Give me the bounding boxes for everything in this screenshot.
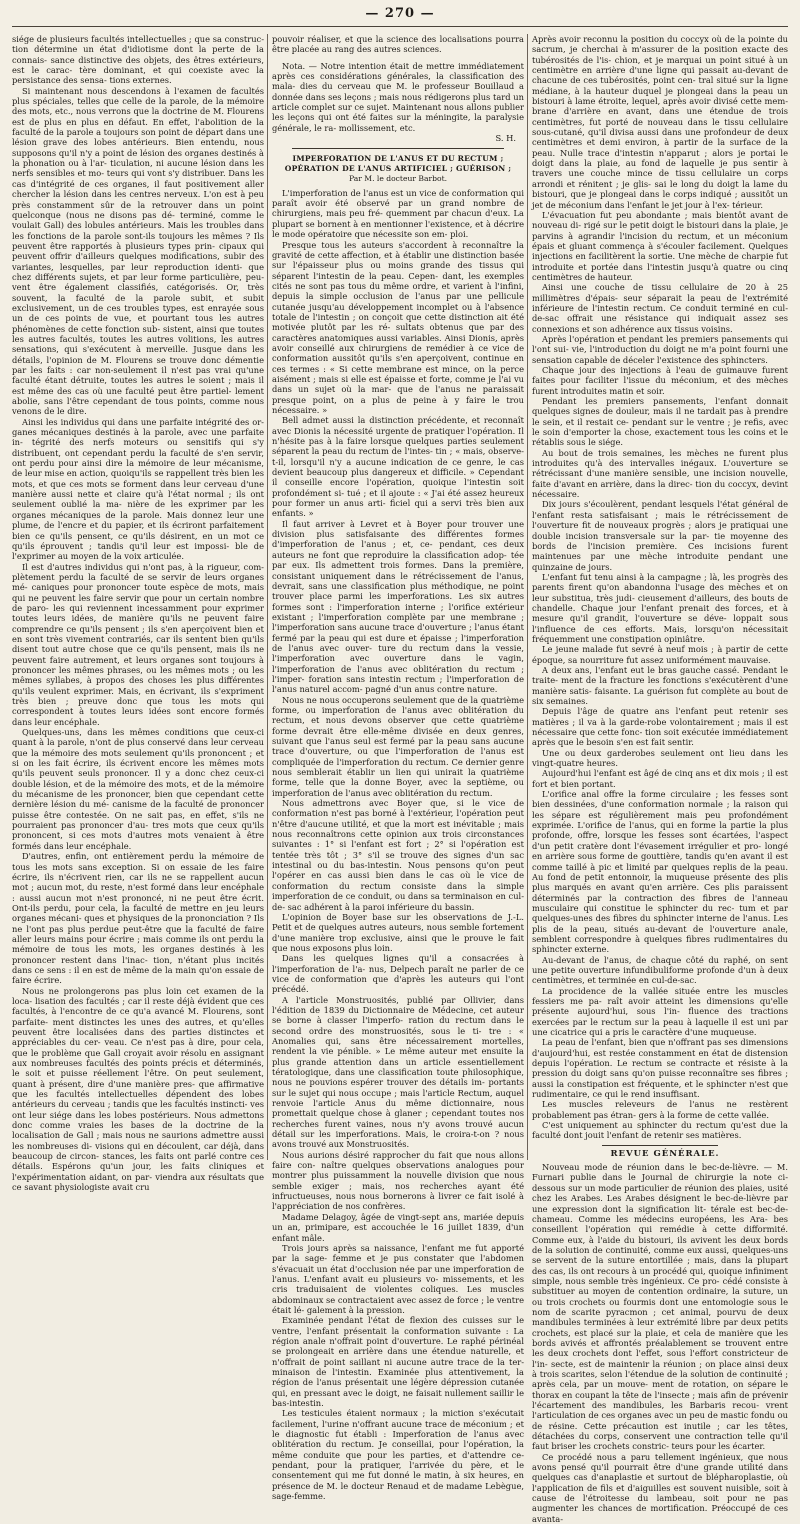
paragraph: L'enfant fut tenu ainsi à la campagne ; là, les progrès des parents firent qu'on abandonna l'usage des mèches et on leur substitua, très judi- cieusement d'ailleurs, des bouts de chandelle. Chaque jour l'enfant prenait des forces, et à mesure qu'il grandit, l'ouverture se déve- loppait sous l'influence de ces efforts. Mais, lorsqu'on nécessitait fréquemment une constipation opiniâtre. [532, 571, 788, 644]
signature: S. H. [495, 133, 516, 144]
paragraph: Depuis l'âge de quatre ans l'enfant peut retenir ses matières ; il va à la garde-robe volontairement ; mais il est nécessaire que cette fonc- tion soit exécutée immédiatement après que le besoin s'en est fait sentir. [532, 706, 788, 748]
paragraph: Nouveau mode de réunion dans le bec-de-lièvre. — M. Furnari publie dans le Journal de chirurgie la note ci-dessous sur un mode particulier de réunion des plaies, usité chez les Arabes. Les Arabes désignent le bec-de-lièvre par une expression dont la signification lit- térale est bec-de-chameau. Comme les médecins européens, les Ara- bes conseillent l'opération qui remédie à cette difformité. Comme eux, à l'aide du bistouri, ils avivent les deux bords de la solution de continuité, comme eux aussi, quelques-uns se servent de la suture entortillée ; mais, dans la plupart des cas, ils ont recours à un procédé qui, quoique infiniment simple, nous semble très ingénieux. Ce pro- cédé consiste à substituer au moyen de contention ordinaire, la suture, un ou trois crochets ou fourmis dont une entomologie sous le nom de scarite pyracmon ; cet animal, pourvu de deux mandibules terminées à leur extrémité libre par deux petits crochets, est placé sur la plaie, et cela de manière que les bords avivés et affrontés préalablement se trouvent entre les deux crochets dont l'effet, sous l'effort constricteur de l'in- secte, est de maintenir la réunion ; on place ainsi deux à trois scarites, selon l'étendue de la solution de continuité ; après cela, par un mouve- ment de rotation, on sépare le thorax en coupant la tête de l'insecte ; mais afin de prévenir l'écartement des mandibules, les Barbaris recou- vrent l'articulation de ces organes avec un peu de mastic fondu ou de résine. Cette précaution est inutile ; car les têtes, détachées du corps, conservent une contraction telle qu'il faut briser les crochets constric- teurs pour les écarter. [532, 1162, 788, 1452]
page-number: — 270 — [365, 6, 435, 21]
paragraph: Après l'opération et pendant les premiers pansements qui l'ont sui- vie, l'introduction du doigt ne m'a point fourni une sensation capable de déceler l'existence des sphincters. [532, 333, 788, 365]
paragraph: Ce procédé nous a paru tellement ingénieux, que nous avons pensé qu'il pourrait être d'une grande utilité dans quelques cas d'anaplastie et surtout de blépharoplastie, où l'application de fils et d'aiguilles est souvent nuisible, soit à cause de l'étroitesse du lambeau, soit pour ne pas augmenter les chances de mortification. Préoccupé de ces avanta- [532, 1451, 788, 1524]
nota-paragraph: Nota. — Notre intention était de mettre immédiatement après ces considérations générales, la classification des mala- dies du cerveau que M. le professeur Bouillaud a donnée dans ses leçons ; mais nous rédigerons plus tard un article complet sur ce sujet. Maintenant nous allons publier les leçons qui ont été faites sur la méningite, la paralysie générale, le ra- mollissement, etc. [272, 60, 524, 133]
paragraph: L'imperforation de l'anus est un vice de conformation qui paraît avoir été observé par un grand nombre de chirurgiens, mais peu fré- quemment par chacun d'eux. La plupart se bornent à en mentionner l'existence, et à décrire le mode opératoire que nécessite son em- ploi. [272, 187, 524, 240]
paragraph: Dans les quelques lignes qu'il a consacrées à l'imperforation de l'a- nus, Delpech paraît ne parler de ce vice de conformation que d'après les auteurs qui l'ont précédé. [272, 953, 524, 995]
paragraph: Le jeune malade fut sevré à neuf mois ; à partir de cette époque, sa nourriture fut assez uniformément mauvaise. [532, 644, 788, 665]
paragraph: L'évacuation fut peu abondante ; mais bientôt avant de nouveau di- rigé sur le petit doigt le bistouri dans la plaie, je parvins à agrandir l'incision du rectum, et un méconium épais et gluant commença à s'écouler facilement. Quelques injections en facilitèrent la sortie. Une mèche de charpie fut introduite et portée dans l'intestin jusqu'à quatre ou cinq centimètres de hauteur. [532, 209, 788, 282]
paragraph: pouvoir réaliser, et que la science des localisations pourra être placée au rang des autres sciences. [272, 34, 524, 55]
column-3 [532, 34, 788, 1524]
paragraph: Chaque jour des injections à l'eau de guimauve furent faites pour faciliter l'issue du méconium, et des mèches furent introduites matin et soir. [532, 365, 788, 396]
paragraph: Une ou deux garderobes seulement ont lieu dans les vingt-quatre heures. [532, 747, 788, 769]
paragraph: Si maintenant nous descendons à l'examen de facultés plus spéciales, telles que celle de la parole, de la mémoire des mots, etc., nous verrons que la doctrine de M. Flourens est de plus en plus en défaut. En effet, l'abolition de la faculté de la parole a toujours son point de départ dans une lésion grave des lobes antérieurs. Bien entendu, nous supposons qu'il n'y a point de lésion des organes destinés à la phonation ou à l'ar- ticulation, ni aucune lésion dans les nerfs sensibles et mo- teurs qui vont s'y distribuer. Dans les cas d'intégrité de ces organes, il faut positivement aller chercher la lésion dans les centres nerveux. L'on est à peu près constamment sûr de la retrouver dans un point quelconque (nous ne disons pas dé- terminé, comme le voulait Gall) des lobules antérieurs. Mais les troubles dans les fonctions de la parole sont-ils toujours les mêmes ? Ils peuvent être rapportés à plusieurs types prin- cipaux qui peuvent offrir d'ailleurs quelques modifications, subir des variantes, lesquelles, par leur reproduction identi- que chez différents sujets, et par leur forme particulière, peu- vent être également classifiés, catégorisés. Or, très souvent, la faculté de la parole subit, et subit exclusivement, un de ces troubles types, est enrayée sous un de ces points de vue, et pourtant tous les autres phénomènes de cette fonction sub- sistent, ainsi que toutes les autres facultés, toutes les autres volitions, les autres sensations, qui s'exécutent à merveille. Jusque dans les détails, l'opinion de M. Flourens se trouve donc démentie par les faits : car non-seulement il n'est pas vrai qu'une faculté étant détruite, toutes les autres le soient ; mais il est même des cas où une faculté peut être partiel- lement abolie, sans l'être cependant de tous points, comme nous venons de le dire. [12, 85, 264, 417]
paragraph: Au bout de trois semaines, les mèches ne furent plus introduites qu'à des intervalles inégaux. L'ouverture se rétrécissant d'une manière sensible, une incision nouvelle, faite d'avant en arrière, dans la direc- tion du coccyx, devint nécessaire. [532, 447, 788, 500]
section-rule [602, 1145, 718, 1146]
paragraph: Les muscles releveurs de l'anus ne restèrent probablement pas étran- gers à la forme de cette vallée. [532, 1099, 788, 1120]
paragraph: La procidence de la vallée située entre les muscles fessiers me pa- raît avoir atteint les dimensions qu'elle présente aujourd'hui, sous l'in- fluence des tractions exercées par le rectum sur la peau à laquelle il est uni par une cicatrice qui a pris le caractère d'une muqueuse. [532, 985, 788, 1037]
paragraph: L'orifice anal offre la forme circulaire ; les fesses sont bien dessinées, d'une conformation normale ; la raison qui les sépare est régulièrement mais peu profondément exprimée. L'orifice de l'anus, qui en forme la partie la plus profonde, offre, lorsque les fesses sont écartées, l'aspect d'un petit cratère dont l'évasement irrégulier et pro- longé en arrière sous forme de gouttière, tandis qu'en avant il est comme taillé à pic et limité par quelques replis de la peau. Au fond de petit entonnoir, la muqueuse présente des plis plus marqués en avant qu'en arrière. Ces plis paraissent déterminés par la contraction des fibres de l'anneau musculaire qui constitue le sphincter du rec- tum et par quelques-unes des fibres du sphincter interne de l'anus. Les plis de la peau, situés au-devant de l'ouverture anale, semblent correspondre à quelques fibres rudimentaires du sphincter externe. [532, 789, 788, 955]
paragraph: Madame Delagoy, âgée de vingt-sept ans, mariée depuis un an, primipare, est accouchée le 16 juillet 1839, d'un enfant mâle. [272, 1211, 524, 1243]
paragraph: L'opinion de Boyer base sur les observations de J.-L. Petit et de quelques autres auteurs, nous semble fortement d'une manière trop exclusive, ainsi que le prouve le fait que nous exposons plus loin. [272, 911, 524, 953]
paragraph: A deux ans, l'enfant eut le bras gauche cassé. Pendant le traite- ment de la fracture les fonctions s'exécutèrent d'une manière satis- faisante. La guérison fut complète au bout de six semaines. [532, 664, 788, 706]
article-heading: IMPERFORATION DE L'ANUS ET DU RECTUM ; OPÉRATION DE L'ANUS ARTIFICIEL ; GUÉRISON ; [284, 154, 512, 173]
paragraph: Ainsi les individus qui dans une parfaite intégrité des or- ganes mécaniques destinés à la parole, avec une parfaite in- tégrité des nerfs moteurs ou sensitifs qui s'y distribuent, ont cependant perdu la faculté de s'en servir, ont perdu pour ainsi dire la mémoire de leur mécanisme, de leur mise en action, quoiqu'ils se rappellent très bien les mots, et que ces mots se forment dans leur cerveau d'une manière aussi nette et claire qu'à l'état normal ; ils ont seulement oublié la ma- nière de les exprimer par les organes mécaniques de la parole. Mais donnez leur une plume, de l'encre et du papier, et ils écriront parfaitement bien ce qu'ils pensent, ce qu'ils désirent, en un mot ce qu'ils éprouvent ; tandis qu'il leur est impossi- ble de l'exprimer au moyen de la voix articulée. [12, 416, 264, 562]
paragraph: D'autres, enfin, ont entièrement perdu la mémoire de tous les mots sans exception. Si on essaie de les faire écrire, ils n'écrivent rien, car ils ne se rappellent aucun mot ; aucun mot, du reste, n'est formé dans leur encéphale : aussi aucun mot n'est prononcé, ni ne peut être écrit. Ont-ils perdu, pour cela, la faculté de mettre en jeu leurs organes mécani- ques et physiques de la prononciation ? Ils ne l'ont pas plus perdue peut-être que la faculté de faire aller leurs mains pour écrire ; mais comme ils ont perdu la mémoire de tous les mots, les organes destinés à les prononcer restent dans l'inac- tion, n'étant plus incités dans ce sens : il en est de même de la main qu'on essaie de faire écrire. [12, 851, 264, 986]
paragraph: Nous ne prolongerons pas plus loin cet examen de la loca- lisation des facultés ; car il reste déjà évident que ces facultés, à l'encontre de ce qu'a avancé M. Flourens, sont parfaite- ment distinctes les unes des autres, et qu'elles peuvent être localisées dans des parties distinctes et appréciables du cer- veau. Ce n'est pas à dire, pour cela, que le problème que Gall croyait avoir résolu en assignant aux nombreuses facultés des points précis et déterminés, le soit et puisse réellement l'être. On peut seulement, quant à présent, dire d'une manière pres- que affirmative que les facultés intellectuelles dépendent des lobes antérieurs du cerveau ; tandis que les facultés instincti- ves ont leur siége dans les lobes postérieurs. Nous admettons donc comme vraies les bases de la doctrine de la localisation de Gall ; mais nous ne saurions admettre aussi les nombreuses di- visions qui en découlent, car déjà, dans beaucoup de circon- stances, les faits ont parlé contre ces détails. Espérons qu'un jour, les faits cliniques et l'expérimentation aidant, on par- viendra aux résultats que ce savant physiologiste avait cru [12, 985, 264, 1193]
column-1 [12, 34, 264, 1193]
paragraph: Après avoir reconnu la position du coccyx où de la pointe du sacrum, je cherchai à m'assurer de la position exacte des tubérosités de l'is- chion, et je marquai un point situé à un centimètre en arrière d'une ligne qui passait au-devant de chacune de ces tubérosités, point cen- tral situé sur la ligne médiane, à la hauteur duquel je plongeai dans la peau un bistouri à lame étroite, lequel, après avoir divisé cette mem- brane d'arrière en avant, dans une étendue de trois centimètres, fut porté de nouveau dans le tissu cellulaire sous-cutané, qu'il divisa aussi dans une profondeur de deux centimètres et demi environ, à partir de la surface de la peau. Nulle trace d'intestin n'apparut ; alors je portai le doigt dans la plaie, au fond de laquelle je pus sentir à travers une couche mince de tissu cellulaire un corps arrondi et rénitent ; je glis- sai le long du doigt la lame du bistouri, que je plongeai dans le corps indiqué ; aussitôt un jet de méconium dans l'enfant le jet jour à l'ex- térieur. [532, 34, 788, 210]
paragraph: Quelques-uns, dans les mêmes conditions que ceux-ci quant à la parole, n'ont de plus conservé dans leur cerveau que la mémoire des mots seulement qu'ils prononcent ; et si on les fait écrire, ils écrivent encore les mêmes mots qu'ils peuvent seuls prononcer. Il y a donc chez ceux-ci double lésion, et de la mémoire des mots, et de la mémoire du mécanisme de les prononcer, bien que cependant cette dernière lésion du mé- canisme de la faculté de prononcer puisse être contestée. On ne sait pas, en effet, s'ils ne pourraient pas prononcer d'au- tres mots que ceux qu'ils prononcent, si ces mots d'autres mots venaient à être formés dans leur encéphale. [12, 727, 264, 851]
paragraph: siége de plusieurs facultés intellectuelles ; que sa construc- tion détermine un état d'idiotisme dont la perte de la connais- sance distinctive des objets, des êtres extérieurs, est le carac- tère dominant, et qui coexiste avec la persistance des sensa- tions externes. [12, 34, 264, 86]
paragraph: Au-devant de l'anus, de chaque côté du raphé, on sent une petite ouverture infundibuliforme profonde d'un à deux centimètres, et terminée en cul-de-sac. [532, 954, 788, 986]
paragraph: Nous aurions désiré rapprocher du fait que nous allons faire con- naître quelques observations analogues pour montrer plus puissamment la nouvelle division que nous semble exiger ; mais, nos recherches ayant été infructueuses, nous nous bornerons à livrer ce fait isolé à l'appréciation de nos confrères. [272, 1149, 524, 1212]
paragraph: Trois jours après sa naissance, l'enfant me fut apporté par la sage- femme et je pus constater que l'abdomen s'évacuait un état d'occlusion née par une imperforation de l'anus. L'enfant avait eu plusieurs vo- missements, et les cris traduisaient de violentes coliques. Les muscles abdominaux se contractaient avec assez de force ; le ventre était lé- galement à la pression. [272, 1242, 524, 1315]
paragraph: Pendant les premiers pansements, l'enfant donnait quelques signes de douleur, mais il ne tardait pas à prendre le sein, et il restait ce- pendant sur le ventre ; je refis, avec le soin d'emporter la chose, exactement tous les coins et le rétablis sous le siége. [532, 396, 788, 448]
paragraph: C'est uniquement au sphincter du rectum qu'est due la faculté dont jouit l'enfant de retenir ses matières. [532, 1120, 788, 1141]
paragraph: La peau de l'enfant, bien que n'offrant pas ses dimensions d'aujourd'hui, est restée constamment en état de distension depuis l'opération. Le rectum se contracte et résiste à la pression du doigt sans qu'on puisse reconnaître ses fibres ; aussi la constipation est fréquente, et le sphincter n'est que rudimentaire, ce qui le rend insuffisant. [532, 1037, 788, 1100]
paragraph: Il est d'autres individus qui n'ont pas, à la rigueur, com- plètement perdu la faculté de se servir de leurs organes mé- caniques pour prononcer toute espèce de mots, mais qui ne peuvent les faire servir que pour un certain nombre de paro- les qui reviennent incessamment pour exprimer toutes leurs idées, de manière qu'ils ne peuvent faire comprendre ce qu'ils pensent ; ils s'en aperçoivent bien et en sont très vivement contrariés, car ils sentent bien qu'ils disent tout autre chose que ce qu'ils pensent, mais ils ne peuvent faire autrement, et leurs organes sont toujours à prononcer les mêmes phrases, ou les mêmes mots ; ou les mêmes syllabes, à propos des choses les plus différentes qu'ils veulent exprimer. Mais, en écrivant, ils s'expriment très bien ; preuve donc que tous les mots qui correspondent à toutes leurs idées sont encore formés dans leur encéphale. [12, 561, 264, 727]
paragraph: Nous admettrons avec Boyer que, si le vice de conformation n'est pas borné à l'extérieur, l'opération peut n'être d'aucune utilité, et que la mort est inévitable ; mais nous reconnaîtrons cette opinion aux trois circonstances suivantes : 1° si l'enfant est fort ; 2° si l'opération est tentée très tôt ; 3° s'il se trouve des signes d'un sac intestinal ou du bas-intestin. Nous pensons qu'on peut l'opérer en cas aussi bien dans le cas où le vice de conformation du rectum consiste dans la simple imperforation de ce conduit, ou dans sa terminaison en cul-de- sac adhérent à la paroi inférieure du bassin. [272, 798, 524, 912]
paragraph: A l'article Monstruosités, publié par Ollivier, dans l'édition de 1839 du Dictionnaire de Médecine, cet auteur se borne à classer l'imperfo- ration du rectum dans le second ordre des monstruosités, sous le ti- tre : « Anomalies qui, sans être nécessairement mortelles, rendent la vie pénible. » Le même auteur met ensuite la plus grande attention dans un article essentiellement tératologique, dans une classification toute philosophique, nous ne pouvions espérer trouver des détails im- portants sur le sujet qui nous occupe ; mais l'article Rectum, auquel renvoie l'article Anus du même dictionnaire, nous promettait quelque chose à glaner ; cependant toutes nos recherches furent vaines, nous n'y avons trouvé aucun détail sur les imperforations. Mais, le croira-t-on ? nous avons trouvé aux Monstruosités. [272, 994, 524, 1150]
paragraph: Aujourd'hui l'enfant est âgé de cinq ans et dix mois ; il est fort et bien portant. [532, 768, 788, 789]
paragraph: Presque tous les auteurs s'accordent à reconnaître la gravité de cette affection, et à établir une distinction basée sur l'épaisseur plus ou moins grande des tissus qui séparent l'intestin de la peau. Cepen- dant, les exemples cités ne sont pas tous du même ordre, et varient à l'infini, depuis la simple occlusion de l'anus par une pellicule cutanée jusqu'au développement incomplet ou à l'absence totale de l'intestin ; on conçoit que cette distinction ait été motivée plutôt par les ré- sultats obtenus que par des caractères anatomiques aussi variables. Ainsi Dionis, après avoir conseillé aux chirurgiens de remédier à ce vice de conformation aussitôt qu'ils s'en aperçoivent, continue en ces termes : « Si cette membrane est mince, on la perce aisément ; mais si elle est épaisse et forte, comme je l'ai vu dans un sujet où la mar- que de l'anus ne paraissait presque point, on a plus de peine à y faire le trou nécessaire. » [272, 239, 524, 415]
column-separator [267, 34, 268, 1160]
paragraph: Ainsi une couche de tissu cellulaire de 20 à 25 millimètres d'épais- seur séparait la peau de l'extrémité inférieure de l'intestin rectum. Ce conduit terminé en cul-de-sac offrait une résistance qui indiquait assez ses connexions et son adhérence aux tissus voisins. [532, 282, 788, 334]
paragraph: Les testicules étaient normaux ; la miction s'exécutait facilement, l'urine n'offrant aucune trace de méconium ; et le diagnostic fut établi : Imperforation de l'anus avec oblitération du rectum. Je conseillai, pour l'opération, la même conduite que pour les parties, et d'attendre ce- pendant, pour la pratiquer, l'arrivée du père, et le consentement qui me fut donné le matin, à six heures, en présence de M. le docteur Renaud et de madame Lebègue, sage-femme. [272, 1408, 524, 1502]
paragraph: Il faut arriver à Levret et à Boyer pour trouver une division plus satisfaisante des différentes formes d'imperforation de l'anus ; et, ce- pendant, ces deux auteurs ne font que reproduire la classification adop- tée par eux. Ils admettent trois formes. Dans la première, consistant uniquement dans le rétrécissement de l'anus, devrait, sans une classification plus méthodique, ne point trouver place parmi les imperforations. Les six autres formes sont : l'imperforation interne ; l'orifice extérieur existant ; l'imperforation complète par une membrane ; l'imperforation sans aucune trace d'ouverture ; l'anus étant fermé par la peau qui est dure et épaisse ; l'imperforation de l'anus avec ouver- ture du rectum dans la vessie, l'imperforation avec ouverture dans le vagin, l'imperforation de l'anus avec oblitération du rectum ; l'imper- foration sans intestin rectum ; l'imperforation de l'anus naturel accom- pagné d'un anus contre nature. [272, 518, 524, 695]
paragraph: Examinée pendant l'état de flexion des cuisses sur le ventre, l'enfant présentait la conformation suivante : La région anale n'offrait point d'ouverture. Le raphé périnéal se prolongeait en arrière dans une étendue naturelle, et n'offrait de point saillant ni aucune autre trace de la ter- minaison de l'intestin. Examinée plus attentivement, la région de l'anus présentait une légère dépression cutanée qui, en pressant avec le doigt, ne faisait nullement saillir le bas-intestin. [272, 1315, 524, 1408]
paragraph: Nous ne nous occuperons seulement que de la quatrième forme, ou imperforation de l'anus avec oblitération du rectum, et nous devons observer que cette quatrième forme devrait être elle-même divisée en deux genres, suivant que l'anus seul est fermé par la peau sans aucune trace d'ouverture, ou que l'imperforation de l'anus est compliquée de l'imperforation du rectum. Ce dernier genre nous semblerait établir un lien qui unirait la quatrième forme, telle que la donne Boyer, avec la septième, ou imperforation de l'anus avec oblitération du rectum. [272, 694, 524, 798]
column-2 [272, 34, 524, 1502]
paragraph: Bell admet aussi la distinction précédente, et reconnaît avec Dionis la nécessité urgente de pratiquer l'opération. Il n'hésite pas à la faire lorsque quelques parties seulement séparent la peau du rectum de l'intes- tin ; « mais, observe-t-il, lorsqu'il n'y a aucune indication de ce genre, le cas devient beaucoup plus dangereux et difficile. » Cependant il conseille encore l'opération, quoique l'intestin soit profondément si- tué ; et il ajoute : « J'ai été assez heureux pour former un anus arti- ficiel qui a servi très bien aux enfants. » [272, 415, 524, 519]
section-rule [292, 148, 504, 149]
paragraph: Dix jours s'écoulèrent, pendant lesquels l'état général de l'enfant resta satisfaisant ; mais le rétrécissement de l'ouverture fit de nouveaux progrès ; alors je pratiquai une double incision transversale sur la par- tie moyenne des bords de l'incision première. Ces incisions furent maintenues par une mèche introduite pendant une quinzaine de jours. [532, 499, 788, 572]
article-byline: Par M. le docteur Barbot. [348, 174, 448, 184]
column-separator [527, 34, 528, 1160]
section-title: REVUE GÉNÉRALE. [610, 1148, 720, 1159]
header-rule [12, 26, 788, 27]
